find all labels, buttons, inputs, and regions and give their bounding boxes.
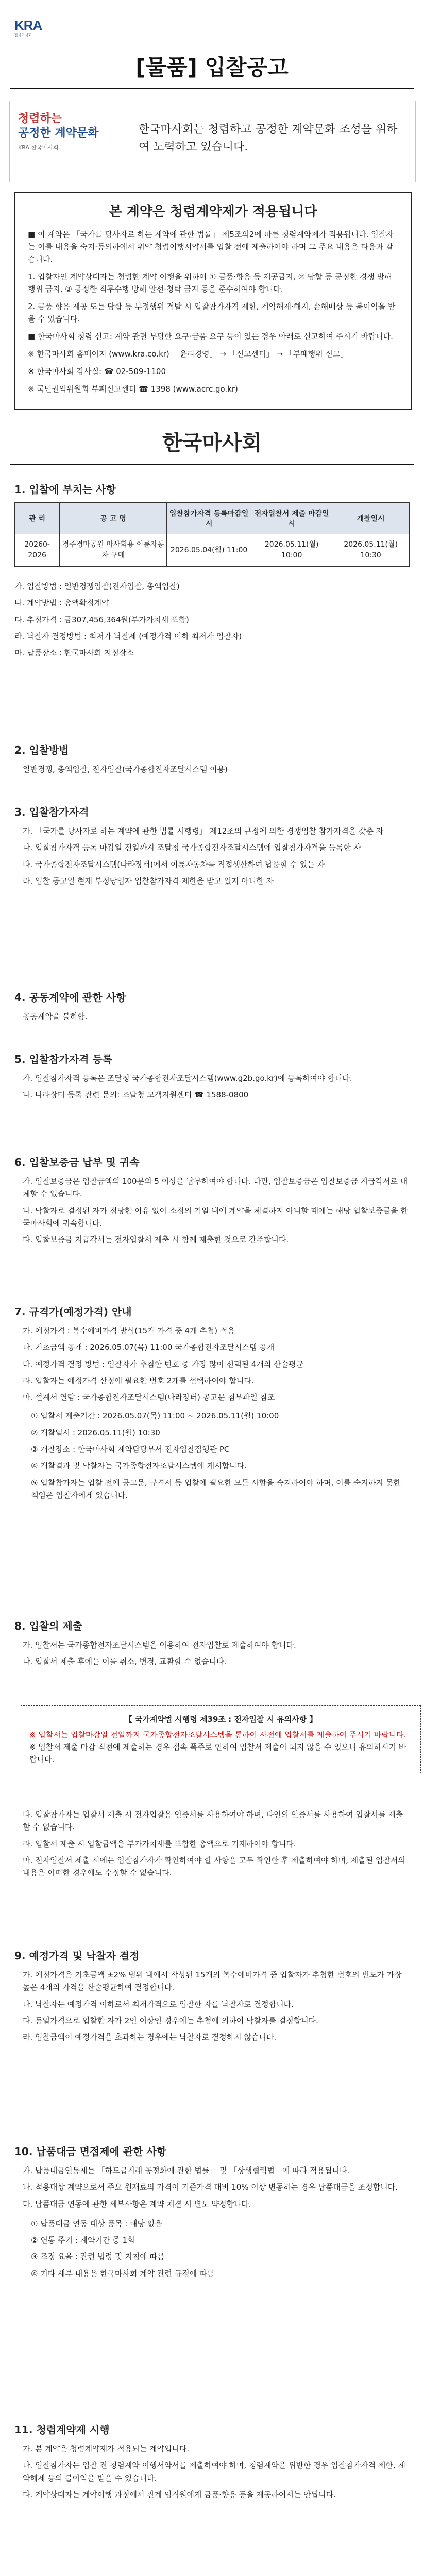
list-item: 마. 전자입찰서 제출 시에는 입찰참가자가 확인하여야 할 사항을 모두 확인한 후 제출하여야 하며, 제출된 입찰서의 내용은 어떠한 경우에도 수정할 수 없습니다. [23,1855,405,1878]
e-bid-notice-box [21,1705,421,1773]
table-cell: 20260-2026 [15,534,60,567]
section-9 [14,1947,410,2047]
list-item: 나. 입찰서 제출 후에는 이를 취소, 변경, 교환할 수 없습니다. [23,1657,227,1667]
section-7 [14,1303,410,1505]
section-title: 2. 입찰방법 [14,744,69,756]
list-item: 나. 입찰참가자는 입찰 전 청렴계약 이행서약서를 제출하여야 하며, 청렴계약을 위반한 경우 입찰참가자격 제한, 계약해제 등의 불이익을 받을 수 있습니다. [23,2461,405,2483]
section-6 [14,1154,410,1250]
list-item: 라. 입찰자는 예정가격 산정에 필요한 번호 2개를 선택하여야 합니다. [23,1376,254,1385]
section-title: 9. 예정가격 및 낙찰자 결정 [14,1950,140,1962]
integrity-notice-box [14,192,412,410]
sub-item: ④ 기타 세부 내용은 한국마사회 계약 관련 규정에 따름 [31,2268,214,2278]
table-cell: 2026.05.04(월) 11:00 [167,534,251,567]
section-title: 5. 입찰참가자격 등록 [14,1053,112,1065]
section-3 [14,804,410,891]
integrity-paragraph: ■ 한국마사회 청렴 신고: 계약 관련 부당한 요구·금품 요구 등이 있는 경우 아래로 신고하여 주시기 바랍니다. [28,332,393,341]
table-header: 개찰일시 [332,503,410,534]
org-name-top: 한국마사회 [162,431,262,455]
sub-item: ② 연동 주기 : 계약기간 중 1회 [31,2235,135,2245]
list-item: 나. 입찰참가자격 등록 마감일 전일까지 조달청 국가종합전자조달시스템에 입찰참가자격을 등록한 자 [23,843,361,853]
section-title: 10. 납품대금 면접제에 관한 사항 [14,2145,167,2158]
section-title: 6. 입찰보증금 납부 및 귀속 [14,1156,140,1168]
list-item: 다. 납품대금 연동에 관한 세부사항은 계약 체결 시 별도 약정합니다. [23,2199,251,2209]
list-item: 가. 예정가격은 기초금액 ±2% 범위 내에서 작성된 15개의 복수예비가격 중 입찰자가 추첨한 번호의 빈도가 가장 높은 4개의 가격을 산술평균하여 결정합니다. [23,1970,402,1992]
section-title: 3. 입찰참가자격 [14,806,89,818]
section-title: 11. 청렴계약제 시행 [14,2424,110,2436]
section-4 [14,989,410,1027]
list-item: 나. 낙찰자는 예정가격 이하로서 최저가격으로 입찰한 자를 낙찰자로 결정합니다. [23,1999,294,2009]
table-header: 관 리 [15,503,60,534]
section-title: 4. 공동계약에 관한 사항 [14,991,126,1004]
ethics-banner [9,101,416,182]
integrity-paragraph: ※ 국민권익위원회 부패신고센터 ☎ 1398 (www.acrc.go.kr) [28,384,238,394]
kra-logo [14,18,48,38]
table-cell: 경주경마공원 마사회용 이륜자동차 구매 [60,534,167,567]
integrity-paragraph: ■ 이 계약은 「국가를 당사자로 하는 계약에 관한 법률」 제5조의2에 따른 청렴계약제가 적용됩니다. 입찰자는 이를 내용을 숙지·동의하에서 위약 청렴이행서약서를 입찰 전에 제출하여야 하며 그 주요 내용은 다음과 같습니다. [28,230,394,264]
ethics-logo-line: 청렴하는 [18,112,62,125]
list-item: 라. 입찰서 제출 시 입찰금액은 부가가치세를 포함한 총액으로 기재하여야 합니다. [23,1839,296,1849]
title-rule [10,88,414,89]
table-row [15,534,410,567]
section-1 [14,481,410,663]
section-title: 8. 입찰의 제출 [14,1620,83,1632]
section-11 [14,2421,410,2505]
table-header: 입찰참가자격 등록마감일시 [167,503,251,534]
ethics-message: 한국마사회는 청렴하고 공정한 계약문화 조성을 위하여 노력하고 있습니다. [139,123,398,154]
list-item: 라. 낙찰자 결정방법 : 최저가 낙찰제 (예정가격 이하 최저가 입찰자) [14,631,242,641]
section-5 [14,1051,410,1106]
section-title: 7. 규격가(예정가격) 안내 [14,1306,132,1318]
sub-item: ③ 조정 요율 : 관련 법령 및 지침에 따름 [31,2252,165,2262]
schedule-item: ① 입찰서 제출기간 : 2026.05.07(목) 11:00 ~ 2026.05.11(월) 10:00 [31,1411,279,1421]
list-item: 가. 입찰방법 : 일반경쟁입찰(전자입찰, 총액입찰) [14,582,180,591]
list-item: 라. 입찰금액이 예정가격을 초과하는 경우에는 낙찰자로 결정하지 않습니다. [23,2032,277,2042]
list-item: 가. 입찰서는 국가종합전자조달시스템을 이용하여 전자입찰로 제출하여야 합니다. [23,1640,296,1650]
list-item: 다. 예정가격 결정 방법 : 입찰자가 추첨한 번호 중 가장 많이 선택된 4개의 산술평균 [23,1359,304,1369]
list-item: 가. 「국가를 당사자로 하는 계약에 관한 법률 시행령」 제12조의 규정에 의한 경쟁입찰 참가자격을 갖춘 자 [23,826,384,836]
list-item: 마. 납품장소 : 한국마사회 지정장소 [14,648,134,658]
list-item: 가. 본 계약은 청렴계약제가 적용되는 계약입니다. [23,2444,190,2453]
section-10 [14,2143,410,2284]
section-title: 1. 입찰에 부치는 사항 [14,483,116,496]
list-item: 가. 입찰참가자격 등록은 조달청 국가종합전자조달시스템(www.g2b.go.kr)에 등록하여야 합니다. [23,1074,352,1083]
section-text: 일반경쟁, 총액입찰, 전자입찰(국가종합전자조달시스템 이용) [23,765,228,774]
schedule-item: ② 개찰일시 : 2026.05.11(월) 10:30 [31,1428,160,1437]
list-item: 나. 계약방법 : 총액확정계약 [14,598,109,608]
notice-line: ※ 입찰서는 입찰마감일 전일까지 국가종합전자조달시스템을 통하여 사전에 입찰서를 제출하여 주시기 바랍니다. [29,1730,406,1739]
ethics-logo-line: 공정한 계약문화 [18,126,99,140]
schedule-item: ④ 개찰결과 및 낙찰자는 국가종합전자조달시스템에 게시합니다. [31,1461,247,1471]
table-cell: 2026.05.11(월) 10:30 [332,534,410,567]
sub-item: ① 납품대금 연동 대상 품목 : 해당 없음 [31,2218,162,2228]
table-cell: 2026.05.11(월) 10:00 [251,534,332,567]
list-item: 라. 입찰 공고일 현재 부정당업자 입찰참가자격 제한을 받고 있지 아니한 자 [23,876,274,886]
list-item: 다. 계약상대자는 계약이행 과정에서 관계 임직원에게 금품·향응 등을 제공하여서는 안됩니다. [23,2489,336,2499]
list-item: 나. 낙찰자로 결정된 자가 정당한 이유 없이 소정의 기일 내에 계약을 체결하지 아니할 때에는 해당 입찰보증금을 한국마사회에 귀속합니다. [23,1206,408,1228]
list-item: 다. 추정가격 : 금307,456,364원(부가가치세 포함) [14,615,189,624]
integrity-heading: 본 계약은 청렴계약제가 적용됩니다 [109,204,317,219]
schedule-item: ⑤ 입찰참가자는 입찰 전에 공고문, 규격서 등 입찰에 필요한 모든 사항을 숙지하여야 하며, 이를 숙지하지 못한 책임은 입찰자에게 있습니다. [31,1478,401,1500]
integrity-paragraph: 2. 금품 향응 제공 또는 담합 등 부정행위 적발 시 입찰참가자격 제한, 계약해제·해지, 손해배상 등 불이익을 받을 수 있습니다. [28,302,396,324]
notice-line: ※ 입찰서 제출 마감 직전에 제출하는 경우 접속 폭주로 인하여 입찰서 제출이 되지 않을 수 있으니 유의하시기 바랍니다. [29,1742,406,1764]
ethics-logo-line: KRA 한국마사회 [18,144,59,151]
list-item: 마. 설계서 열람 : 국가종합전자조달시스템(나라장터) 공고문 첨부파일 참조 [23,1393,275,1402]
list-item: 다. 동일가격으로 입찰한 자가 2인 이상인 경우에는 추첨에 의하여 낙찰자를 결정합니다. [23,2015,318,2025]
page-title: [물품] 입찰공고 [135,55,289,80]
list-item: 나. 적용대상 계약으로서 주요 원재료의 가격이 기준가격 대비 10% 이상 변동하는 경우 납품대금을 조정합니다. [23,2182,398,2192]
section-8-continued [14,1808,410,1883]
list-item: 나. 기초금액 공개 : 2026.05.07(목) 11:00 국가종합전자조달시스템 공개 [23,1343,275,1352]
list-item: 나. 나라장터 등록 관련 문의: 조달청 고객지원센터 ☎ 1588-0800 [23,1090,249,1100]
schedule-item: ③ 개찰장소 : 한국마사회 계약담당부서 전자입찰집행관 PC [31,1445,230,1454]
bid-table [14,502,410,567]
list-item: 다. 입찰참가자는 입찰서 제출 시 전자입찰용 인증서를 사용하여야 하며, 타인의 인증서를 사용하여 입찰서를 제출할 수 없습니다. [23,1810,403,1832]
list-item: 다. 국가종합전자조달시스템(나라장터)에서 이륜자동차를 직접생산하여 납품할 수 있는 자 [23,859,325,869]
section-2 [14,742,410,779]
logo-mark: KRA [14,18,42,33]
integrity-paragraph: 1. 입찰자인 계약상대자는 청렴한 계약 이행을 위하여 ① 금품·향응 등 제공금지, ② 담합 등 공정한 경쟁 방해 행위 금지, ③ 공정한 직무수행 방해 알선·청탁 금지 등을 준수하여야 합니다. [28,272,392,294]
ethics-logo [18,112,121,173]
list-item: 가. 입찰보증금은 입찰금액의 100분의 5 이상을 납부하여야 합니다. 다만, 입찰보증금은 입찰보증금 지급각서로 대체할 수 있습니다. [23,1177,408,1199]
table-header: 전자입찰서 제출 마감일시 [251,503,332,534]
table-header: 공 고 명 [60,503,167,534]
list-item: 가. 납품대금연동제는 「하도급거래 공정화에 관한 법률」 및 「상생협력법」에 따라 적용됩니다. [23,2166,350,2175]
integrity-paragraph: ※ 한국마사회 감사실: ☎ 02-509-1100 [28,367,166,376]
logo-subtext: 한국마사회 [14,33,32,37]
section-8 [14,1618,410,1672]
list-item: 다. 입찰보증금 지급각서는 전자입찰서 제출 시 함께 제출한 것으로 간주합니다. [23,1235,289,1245]
org-rule [10,464,414,465]
list-item: 가. 예정가격 : 복수예비가격 방식(15개 가격 중 4개 추첨) 적용 [23,1326,235,1335]
section-text: 공동계약을 불허함. [23,1012,88,1021]
integrity-paragraph: ※ 한국마사회 홈페이지 (www.kra.co.kr) 「윤리경영」 → 「신고센터」 → 「부패행위 신고」 [28,349,348,359]
notice-title: 【 국가계약법 시행령 제39조 : 전자입찰 시 유의사항 】 [124,1715,317,1724]
